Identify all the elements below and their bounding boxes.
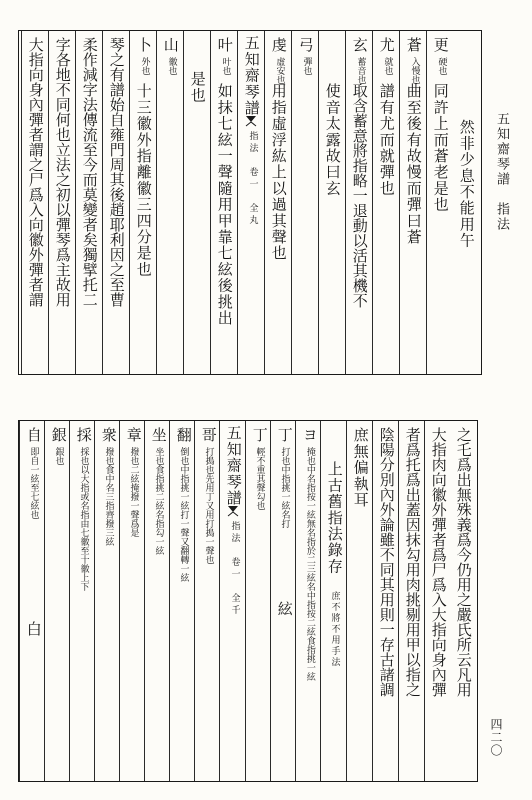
column-3	[398, 421, 424, 781]
fish-tail-icon	[227, 505, 239, 517]
column-text: 如抹七絃一聲隨用甲靠七絃後挑出	[215, 83, 234, 326]
column-5	[345, 31, 372, 374]
column-text: 同許上而蒼老是也	[431, 83, 450, 213]
column-note: 倒也中指挑一絃打一聲又翻轉一絃	[178, 447, 189, 582]
column-note: 銀也	[53, 447, 64, 465]
column-note: 彈也	[301, 57, 312, 75]
page-number: 四二〇	[489, 718, 503, 757]
column-14	[119, 421, 144, 781]
column-12	[156, 31, 183, 374]
column-note: 坐也食指挑二絃名指勾一絃	[153, 447, 164, 555]
column-2	[426, 31, 453, 374]
margin-title: 五知齋琴譜 指法	[494, 112, 509, 232]
column-note: 徽也	[166, 57, 177, 75]
column-text: 者爲托爲出蓋因抹勾用肉挑剔用甲以指之	[403, 427, 422, 697]
column-text: 之乇爲出無殊義爲今仍用之嚴氏所云凡用	[454, 427, 473, 697]
column-head: 翻	[174, 427, 193, 442]
column-1	[450, 421, 477, 781]
center-aside: 指法 卷一 全千	[229, 521, 240, 617]
column-head: 山	[161, 37, 180, 52]
book-title: 五知齋琴譜	[242, 35, 261, 116]
column-head: 坐	[149, 427, 168, 442]
column-6	[320, 421, 346, 781]
column-note: 外也	[139, 57, 150, 75]
center-aside: 指法 卷一 全丸	[247, 131, 258, 227]
column-text: 庶無偏執耳	[351, 427, 370, 508]
column-7	[295, 421, 320, 781]
column-16	[48, 31, 75, 374]
column-head: 更	[431, 37, 450, 52]
column-text: 是也	[188, 71, 207, 104]
column-text: 取含蓄意將指略一退動以活其機不	[350, 83, 369, 308]
column-6	[318, 31, 345, 374]
column-text: 曲至後有故慢而彈曰蒼	[404, 83, 423, 245]
column-13	[144, 421, 169, 781]
column-8	[270, 421, 295, 781]
column-note: 即自一絃至七絃也	[28, 447, 39, 519]
column-head: 卜	[134, 37, 153, 52]
column-10-center	[219, 421, 245, 781]
column-16	[69, 421, 94, 781]
column-text: 使音太露故曰玄	[323, 83, 342, 197]
column-head: 銀	[49, 427, 68, 442]
column-text: 用指虛浮紘上以過其聲也	[269, 83, 288, 262]
column-text: 大指肉向徽外彈者爲尸爲入大指向身內彈	[429, 427, 448, 697]
column-15	[94, 421, 119, 781]
column-head: 丁	[250, 427, 269, 442]
text-frame	[18, 420, 478, 782]
column-head: 採	[74, 427, 93, 442]
bottom-page	[0, 400, 532, 800]
column-sub: 白	[24, 621, 43, 636]
column-10	[210, 31, 237, 374]
column-7	[291, 31, 318, 374]
column-head: 自	[24, 427, 43, 442]
column-1	[453, 31, 480, 374]
column-head: ヨ	[300, 427, 319, 442]
column-head: 丁	[275, 427, 294, 442]
column-head: 衆	[99, 427, 118, 442]
column-note: 入慢也	[409, 57, 420, 84]
section-heading: 上古舊指法錄存	[325, 461, 344, 575]
column-13	[129, 31, 156, 374]
column-5	[346, 421, 372, 781]
column-note: 撥也二絃掩撥一聲爲是	[128, 447, 139, 537]
column-text: 十三徽外指離徽三四分是也	[134, 83, 153, 278]
column-text: 柔作減字法傳流至今而莫變者矣獨擘托二	[80, 37, 99, 307]
column-12	[169, 421, 194, 781]
column-head: 章	[124, 427, 143, 442]
column-9-center	[237, 31, 264, 374]
column-note: 採也以大指或名指由七徽至十徽上下	[78, 447, 89, 591]
column-note: 掩也中名指按一絃無名指於二三絃名中指按二絃食指挑一絃	[304, 447, 315, 681]
column-text: 字各地不同何也立法之初以彈琴爲主故用	[53, 37, 72, 307]
column-17	[44, 421, 69, 781]
column-head: 叶	[215, 37, 234, 52]
column-4	[372, 421, 398, 781]
column-head: 蒼	[404, 37, 423, 52]
column-14	[102, 31, 129, 374]
column-note: 虛安也	[274, 57, 285, 84]
column-head: 虔	[269, 37, 288, 52]
column-note: 叶也	[220, 57, 231, 75]
column-note: 就也	[382, 57, 393, 75]
column-3	[399, 31, 426, 374]
column-head: 尤	[377, 37, 396, 52]
column-note: 打搗也先用丁又用打搗一聲也	[203, 447, 214, 564]
column-note: 打也中指挑一絃名打	[279, 447, 290, 528]
column-18	[19, 421, 44, 781]
column-sub: 絃	[275, 601, 294, 616]
column-note: 輕不重其聲勾也	[254, 447, 265, 510]
column-8	[264, 31, 291, 374]
text-frame	[18, 30, 482, 375]
fish-tail-icon	[245, 115, 257, 127]
column-head: 弓	[296, 37, 315, 52]
column-text: 陰陽分別內外論雖不同其用則一存古諸調	[377, 427, 396, 697]
column-text: 然非少息不能用午	[457, 119, 476, 249]
column-11	[194, 421, 219, 781]
column-2	[424, 421, 450, 781]
column-15	[75, 31, 102, 374]
column-note: 撥也食中名三指齊撥三絃	[103, 447, 114, 546]
column-text: 琴之有譜始自雍門周其後趙耶利因之至曹	[107, 37, 126, 307]
column-note: 蓄音也	[355, 57, 366, 84]
column-9	[245, 421, 270, 781]
column-17	[21, 31, 48, 374]
column-text: 大指向身內彈者謂之尸爲入向徽外彈者謂	[26, 37, 45, 307]
column-note: 硬也	[436, 57, 447, 75]
book-title: 五知齋琴譜	[224, 425, 243, 506]
section-note: 庶不將不用手法	[329, 591, 340, 668]
column-head: 玄	[350, 37, 369, 52]
column-head: 哥	[199, 427, 218, 442]
column-11	[183, 31, 210, 374]
column-4	[372, 31, 399, 374]
column-text: 譜有尤而就彈也	[377, 83, 396, 197]
